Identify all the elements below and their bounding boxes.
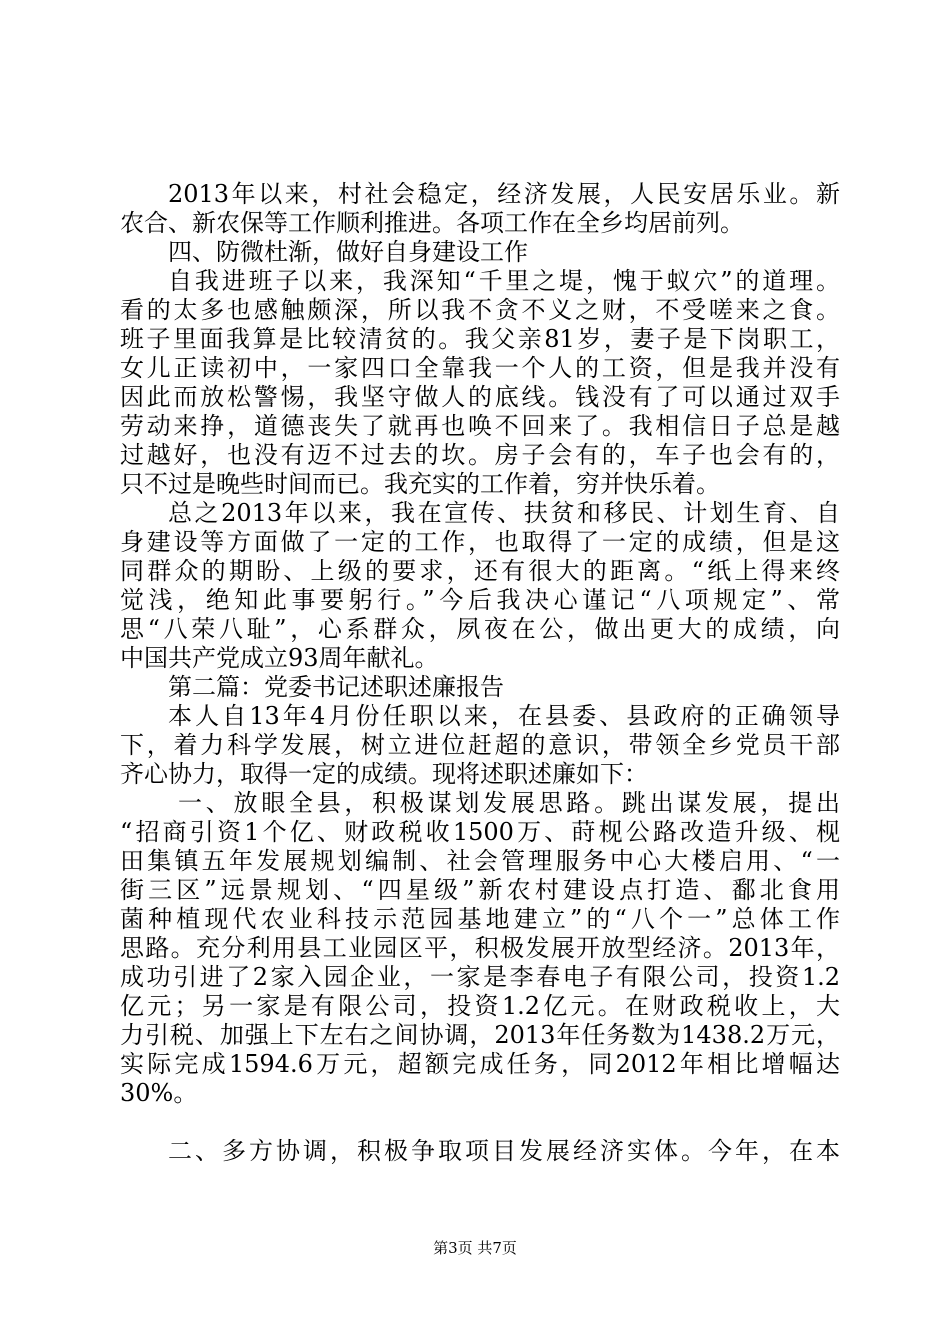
text-line: 思路。充分利用县工业园区平，积极发展开放型经济。2013年，: [120, 934, 840, 962]
text-line: 成功引进了2家入园企业，一家是李春电子有限公司，投资1.2: [120, 963, 840, 991]
text-line: 因此而放松警惕，我坚守做人的底线。钱没有了可以通过双手: [120, 383, 840, 411]
text-line: 劳动来挣，道德丧失了就再也唤不回来了。我相信日子总是越: [120, 412, 840, 440]
text-line: 街三区”远景规划、“四星级”新农村建设点打造、鄱北食用: [120, 876, 840, 904]
text-line: 觉浅，绝知此事要躬行。”今后我决心谨记“八项规定”、常: [120, 586, 840, 614]
text-line: 看的太多也感触颇深，所以我不贪不义之财，不受嗟来之食。: [120, 296, 840, 324]
text-line: 齐心协力，取得一定的成绩。现将述职述廉如下：: [120, 760, 648, 788]
text-line: 中国共产党成立93周年献礼。: [120, 644, 439, 672]
section-heading: 四、防微杜渐，做好自身建设工作: [168, 238, 528, 266]
text-line: 自我进班子以来，我深知“千里之堤，愧于蚁穴”的道理。: [168, 267, 840, 295]
text-line: 2013年以来，村社会稳定，经济发展，人民安居乐业。新: [168, 180, 840, 208]
text-line: 女儿正读初中，一家四口全靠我一个人的工资，但是我并没有: [120, 354, 840, 382]
page-footer: 第3页 共7页: [433, 1239, 517, 1257]
text-line: 力引税、加强上下左右之间协调，2013年任务数为1438.2万元，: [120, 1021, 840, 1049]
text-line: 一、放眼全县，积极谋划发展思路。跳出谋发展，提出: [178, 789, 840, 817]
text-line: 本人自13年4月份任职以来，在县委、县政府的正确领导: [168, 702, 840, 730]
text-line: 亿元；另一家是有限公司，投资1.2亿元。在财政税收上，大: [120, 992, 840, 1020]
text-line: 实际完成1594.6万元，超额完成任务，同2012年相比增幅达: [120, 1050, 840, 1078]
text-line: 下，着力科学发展，树立进位赶超的意识，带领全乡党员干部: [120, 731, 840, 759]
blank-line: [120, 1108, 840, 1137]
text-line: 田集镇五年发展规划编制、社会管理服务中心大楼启用、“一: [120, 847, 840, 875]
text-line: 思“八荣八耻”，心系群众，夙夜在公，做出更大的成绩，向: [120, 615, 840, 643]
text-line: 班子里面我算是比较清贫的。我父亲81岁，妻子是下岗职工，: [120, 325, 840, 353]
text-line: “招商引资1个亿、财政税收1500万、莳枧公路改造升级、枧: [120, 818, 840, 846]
text-line: 过越好，也没有迈不过去的坎。房子会有的，车子也会有的，: [120, 441, 840, 469]
chapter-title: 第二篇：党委书记述职述廉报告: [168, 673, 504, 701]
document-body: [120, 180, 840, 1166]
text-line: 二、多方协调，积极争取项目发展经济实体。今年，在本: [168, 1137, 840, 1165]
text-line: 30%。: [120, 1079, 198, 1107]
text-line: 只不过是晚些时间而已。我充实的工作着，穷并快乐着。: [120, 470, 720, 498]
text-line: 同群众的期盼、上级的要求，还有很大的距离。“纸上得来终: [120, 557, 840, 585]
text-line: 农合、新农保等工作顺利推进。各项工作在全乡均居前列。: [120, 209, 744, 237]
text-line: 身建设等方面做了一定的工作，也取得了一定的成绩，但是这: [120, 528, 840, 556]
text-line: 总之2013年以来，我在宣传、扶贫和移民、计划生育、自: [168, 499, 840, 527]
text-line: 菌种植现代农业科技示范园基地建立”的“八个一”总体工作: [120, 905, 840, 933]
